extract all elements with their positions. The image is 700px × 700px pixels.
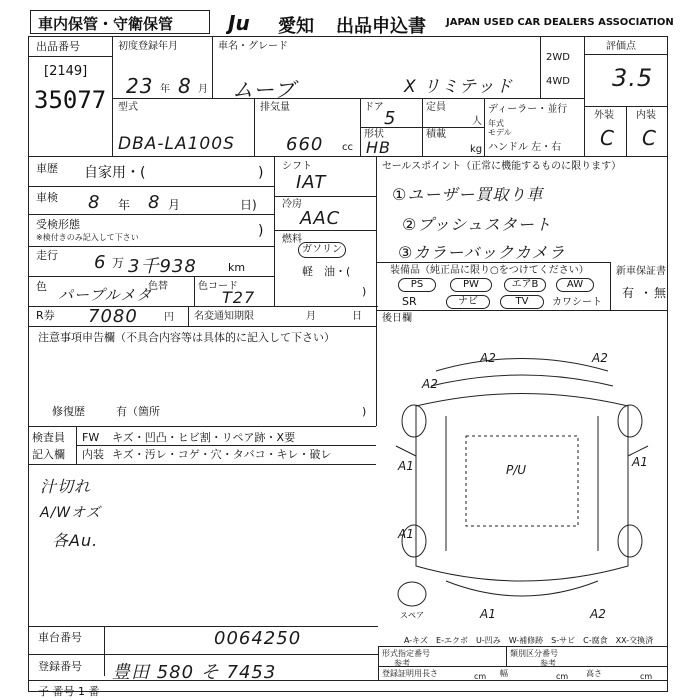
warranty-divider <box>610 262 611 310</box>
dealer-divider <box>484 98 485 156</box>
plate-label: 登録番号 <box>38 660 82 673</box>
cert-label: 登録証明用 <box>382 669 422 678</box>
score-ext-value: C <box>600 126 615 150</box>
warranty-label: 新車保証書 <box>616 266 666 277</box>
model-year-label-2: モデル <box>488 128 512 137</box>
registration-month: 8 <box>178 74 192 98</box>
inspection-day-unit: 日) <box>240 198 257 212</box>
mileage-label: 走行 <box>36 249 58 262</box>
registration-month-unit: 月 <box>198 84 208 95</box>
diagram-legend: A-キズ E-エクボ U-凹み W-補修跡 S-サビ C-腐食 XX-交換済 <box>404 636 654 645</box>
shift-label: シフト <box>282 161 312 172</box>
ac-value: AAC <box>300 208 341 229</box>
doors-label: ドア <box>364 102 384 113</box>
section-line-5 <box>28 464 376 465</box>
hand-note-3: 各Au. <box>52 531 99 550</box>
load-unit: kg <box>470 144 483 155</box>
recycle-value: 7080 <box>88 306 138 327</box>
fuel-paren: ) <box>362 285 367 298</box>
displacement-unit: cc <box>342 142 353 153</box>
shift-value: IAT <box>296 172 327 193</box>
registration-year: 23 <box>126 74 154 98</box>
spare-label: スペア <box>400 611 424 620</box>
model-row-top <box>112 98 584 99</box>
selling-point-1: ①ユーザー買取り車 <box>392 185 544 204</box>
recycle-divider <box>188 306 189 326</box>
int-items: キズ・汚レ・コゲ・穴・タバコ・キレ・破レ <box>112 448 332 461</box>
dealer-label: ディーラー・並行 <box>488 104 568 115</box>
cert-form-label: 形式指定番号 <box>382 649 430 658</box>
inspector-label-1: 検査員 <box>32 431 65 444</box>
left-block-divider <box>274 156 275 306</box>
mileage-man-unit: 万 <box>112 256 125 270</box>
notice-label: 名変通知期限 <box>194 311 254 322</box>
cert-width: 幅 <box>500 669 508 678</box>
capacity-unit: 人 <box>472 116 482 127</box>
recycle-unit: 円 <box>164 312 174 323</box>
registration-year-unit: 年 <box>160 84 170 95</box>
mileage-man: 6 <box>94 252 107 273</box>
equip-airbag: エアB <box>504 278 546 292</box>
notice-day-unit: 日 <box>352 311 362 322</box>
handle-label: ハンドル 左・右 <box>488 142 562 153</box>
cert-row <box>378 666 668 667</box>
displacement-value: 660 <box>286 134 324 155</box>
fw-items: キズ・凹凸・ヒビ割・リペア跡・X要 <box>112 431 296 444</box>
model-label: 型式 <box>118 102 138 113</box>
section-line-1 <box>28 156 668 157</box>
repair-label: 修復歴 <box>52 405 85 418</box>
lot-divider <box>112 36 113 156</box>
load-label: 積載 <box>426 129 446 140</box>
int-label: 内装 <box>82 448 104 461</box>
color-code-value: T27 <box>222 288 256 307</box>
cert-left <box>378 646 379 680</box>
displacement-label: 排気量 <box>260 102 290 113</box>
lot-number: 35077 <box>34 86 107 114</box>
car-name-label: 車名・グレード <box>218 41 288 52</box>
spec-divider <box>376 156 377 326</box>
org-name: 愛知 <box>278 16 314 37</box>
ac-line <box>274 230 376 231</box>
inspector-label-2: 記入欄 <box>32 448 65 461</box>
inspection-year-unit: 年 <box>118 198 131 212</box>
receipt-line <box>28 246 274 247</box>
score-int-value: C <box>642 126 657 150</box>
cert-class-label: 類別区分番号 <box>510 649 558 658</box>
mark-a1-bottom: A1 <box>480 607 496 621</box>
score-underline <box>584 54 668 55</box>
cert-length: 長さ <box>422 669 438 678</box>
fuel-circled: ガソリン <box>298 242 346 258</box>
color-divider <box>194 276 195 306</box>
score-split <box>626 106 627 156</box>
history-value: 自家用・( <box>84 165 146 181</box>
receipt-sub: ※検付きのみ記入して下さい <box>36 233 139 242</box>
history-line <box>28 186 274 187</box>
repair-paren: ) <box>362 405 367 418</box>
equipment-label: 装備品（純正品に限り○をつけてください） <box>390 265 589 276</box>
repair-value: 有（箇所 <box>116 405 160 418</box>
score-ext-label: 外装 <box>594 110 614 121</box>
model-value: DBA-LA100S <box>118 134 235 154</box>
car-damage-diagram <box>376 326 668 626</box>
car-name-value: ムーブ <box>232 78 296 102</box>
color-change-label: 色替 <box>148 281 168 292</box>
equip-ps: PS <box>398 278 436 292</box>
equip-tv: TV <box>500 295 544 309</box>
inspection-month-unit: 月 <box>168 198 181 212</box>
cap-divider <box>422 98 423 156</box>
model-year-label: 年式 <box>488 119 504 128</box>
shift-line <box>274 196 376 197</box>
form-title: 出品申込書 <box>336 16 426 37</box>
equip-navi: ナビ <box>446 295 490 309</box>
score-int-label: 内装 <box>636 110 656 121</box>
selling-point-2: ②プッシュスタート <box>402 215 552 234</box>
selling-point-3: ③カラーバックカメラ <box>398 243 566 262</box>
inspection-label: 車検 <box>36 191 58 204</box>
inspection-year: 8 <box>88 192 101 213</box>
svg-text:Ju: Ju <box>228 12 250 34</box>
section-line-3 <box>28 326 376 327</box>
cert-width-unit: cm <box>556 672 569 681</box>
section-line-6 <box>28 626 378 627</box>
mark-a1-left: A1 <box>398 459 414 473</box>
drive-divider <box>540 36 541 98</box>
lot-bracket-number: [2149] <box>44 64 88 79</box>
plate-value: 豊田 580 そ 7453 <box>112 662 277 683</box>
mark-a1-bottom-left: A1 <box>398 527 414 541</box>
association-name: JAPAN USED CAR DEALERS ASSOCIATION <box>446 17 674 28</box>
cert-height: 高さ <box>586 669 602 678</box>
car-grade-value: X リミテッド <box>404 77 514 97</box>
inspection-line <box>28 214 274 215</box>
hand-note-2: A/Wオズ <box>40 505 101 521</box>
ac-label: 冷房 <box>282 199 302 210</box>
fuel-other: 軽 油・( <box>302 265 351 278</box>
chassis-divider <box>104 626 105 676</box>
warranty-sep: ・ <box>640 286 653 300</box>
mileage-rest: 3千938 <box>128 256 197 277</box>
history-label: 車歴 <box>36 162 58 175</box>
shape-label: 形状 <box>364 129 384 140</box>
drive-2wd: 2WD <box>546 52 570 63</box>
color-label: 色 <box>36 280 47 293</box>
notice-month-unit: 月 <box>306 311 316 322</box>
cert-ref-1: 参考 <box>394 659 410 668</box>
plate-line <box>28 680 668 681</box>
score-value: 3.5 <box>612 64 654 92</box>
mileage-line <box>28 276 274 277</box>
capacity-label: 定員 <box>426 102 446 113</box>
rear-label: 後日欄 <box>382 313 412 324</box>
history-close: ) <box>258 165 264 181</box>
shape-value: HB <box>366 138 392 157</box>
selling-points-label: セールスポイント（正常に機能するものに限ります） <box>382 161 622 172</box>
color-value: パープルメタ <box>58 286 153 304</box>
cert-top <box>378 646 668 647</box>
inspector-mid <box>76 445 376 446</box>
footer-row: 子 番号 1 番 <box>38 685 100 698</box>
fuel-label: 燃料 <box>282 234 302 245</box>
cert-mid <box>506 646 507 666</box>
cert-ref-2: 参考 <box>540 659 556 668</box>
ju-logo <box>226 12 276 34</box>
receipt-label: 受検形態 <box>36 218 80 231</box>
score-label: 評価点 <box>606 41 636 52</box>
mileage-unit: km <box>228 261 246 274</box>
equip-sr: SR <box>402 295 417 308</box>
mark-a2-top-right: A2 <box>592 351 608 365</box>
car-diagram-svg <box>376 326 668 626</box>
fw-label: FW <box>82 431 100 444</box>
chassis-line <box>28 654 378 655</box>
chassis-value: 0064250 <box>214 628 302 649</box>
hand-note-1: 汁切れ <box>40 477 92 496</box>
warranty-no: 無 <box>654 286 667 300</box>
equip-pw: PW <box>450 278 492 292</box>
equip-seat: カワシート <box>552 297 602 308</box>
notes-label: 注意事項申告欄（不具合内容等は具体的に記入して下さい） <box>38 331 335 344</box>
inspection-month: 8 <box>148 192 161 213</box>
equipment-top <box>376 262 610 263</box>
mark-a2-left: A2 <box>422 377 438 391</box>
receipt-paren: ) <box>258 223 264 239</box>
mark-a2-top-left: A2 <box>480 351 496 365</box>
mark-pu: P/U <box>506 463 527 477</box>
recycle-label: R券 <box>36 309 55 322</box>
cert-height-unit: cm <box>640 672 653 681</box>
warranty-yes: 有 <box>622 286 635 300</box>
mark-a1-right: A1 <box>632 455 648 469</box>
equipment-bottom <box>376 310 668 311</box>
registration-label: 初度登録年月 <box>118 41 178 52</box>
doors-value: 5 <box>384 108 397 129</box>
equip-aw: AW <box>556 278 594 292</box>
chassis-label: 車台番号 <box>38 631 82 644</box>
storage-label: 車内保管・守衛保管 <box>38 15 174 33</box>
section-line-4 <box>28 426 376 427</box>
color-code-label: 色コード <box>198 281 238 292</box>
lot-label: 出品番号 <box>36 40 80 53</box>
drive-4wd: 4WD <box>546 76 570 87</box>
mark-a2-bottom-right: A2 <box>590 607 606 621</box>
lot-underline <box>28 56 112 57</box>
model-divider <box>254 98 255 156</box>
section-line-2 <box>28 306 378 307</box>
cert-length-unit: cm <box>474 672 487 681</box>
reg-divider <box>212 36 213 98</box>
